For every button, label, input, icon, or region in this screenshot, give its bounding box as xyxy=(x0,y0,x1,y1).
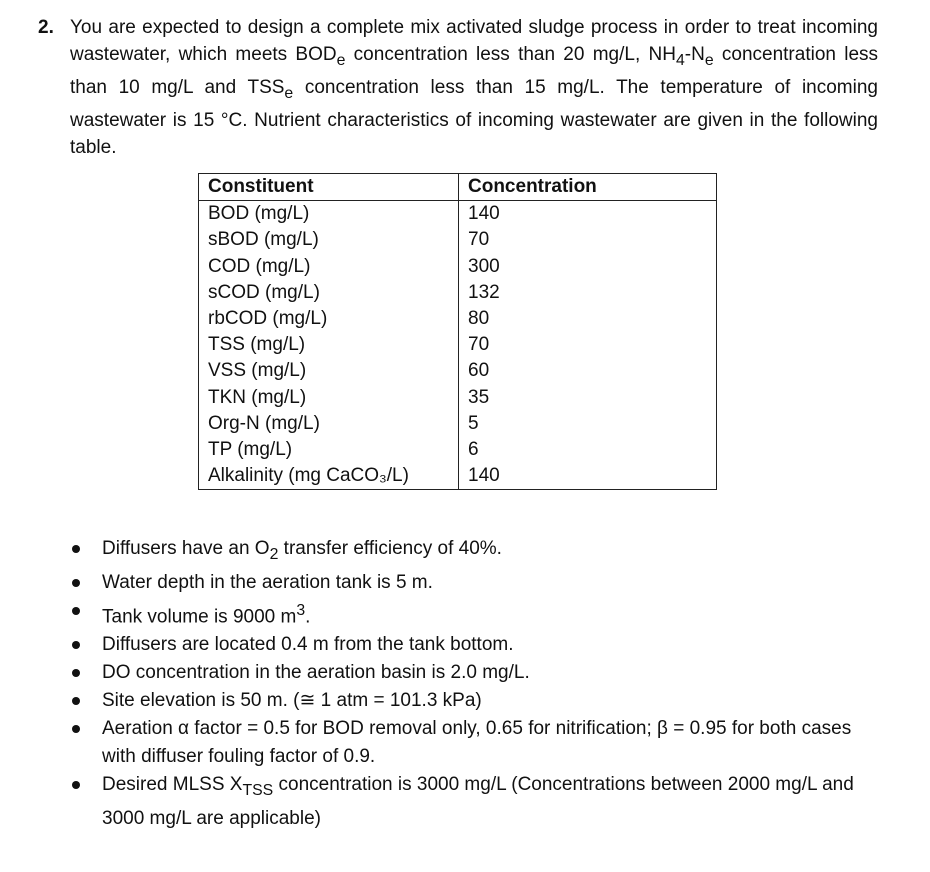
constituent-cell: BOD (mg/L) xyxy=(199,201,459,228)
constituent-cell: COD (mg/L) xyxy=(199,254,459,280)
table-row xyxy=(199,385,717,411)
list-item-text: Diffusers are located 0.4 m from the tank bottom. xyxy=(102,634,514,656)
list-item xyxy=(72,597,862,631)
subscript-2: 2 xyxy=(269,545,279,563)
subscript-e: e xyxy=(336,51,346,69)
constituent-cell: sBOD (mg/L) xyxy=(199,227,459,253)
bullet-icon xyxy=(72,607,80,615)
concentration-cell: 132 xyxy=(459,280,717,306)
constituent-cell: rbCOD (mg/L) xyxy=(199,306,459,332)
bullet-icon xyxy=(72,697,80,705)
list-item xyxy=(72,715,862,771)
table-row xyxy=(199,201,717,228)
subscript-e: e xyxy=(704,51,714,69)
subscript-e: e xyxy=(284,84,294,102)
list-item-text: Tank volume is 9000 m xyxy=(102,606,297,628)
list-item-text: transfer efficiency of 40%. xyxy=(278,538,502,559)
question-text-segment: You are expected to design a complete mix activated sludge process in order to treat incoming wastewater, which meets BOD xyxy=(70,17,878,65)
bullet-icon xyxy=(72,579,80,587)
constituent-cell: Alkalinity (mg CaCO₃/L) xyxy=(199,463,459,490)
constituent-cell: VSS (mg/L) xyxy=(199,358,459,384)
superscript-3: 3 xyxy=(296,601,306,619)
table-header-row xyxy=(199,174,717,201)
table-row xyxy=(199,254,717,280)
concentration-cell: 140 xyxy=(459,463,717,490)
wastewater-characteristics-table xyxy=(198,173,717,490)
table-row xyxy=(199,306,717,332)
question-number: 2. xyxy=(38,17,54,38)
concentration-cell: 70 xyxy=(459,227,717,253)
concentration-cell: 300 xyxy=(459,254,717,280)
table-row xyxy=(199,463,717,490)
list-item-text: . xyxy=(305,606,311,628)
table-row xyxy=(199,332,717,358)
bullet-icon xyxy=(72,725,80,733)
bullet-icon xyxy=(72,545,80,553)
list-item xyxy=(72,569,862,597)
list-item xyxy=(72,631,862,659)
question-block xyxy=(38,14,878,161)
list-item xyxy=(72,535,862,569)
question-text xyxy=(70,14,878,161)
list-item-text: DO concentration in the aeration basin is 2.0 mg/L. xyxy=(102,662,530,684)
concentration-cell: 60 xyxy=(459,358,717,384)
constituent-cell: TKN (mg/L) xyxy=(199,385,459,411)
bullet-icon xyxy=(72,781,80,789)
list-item xyxy=(72,687,862,715)
question-text-segment: -N xyxy=(684,44,705,65)
subscript-tss: TSS xyxy=(242,781,274,799)
table-row xyxy=(199,437,717,463)
list-item xyxy=(72,659,862,687)
list-item-text: Aeration α factor = 0.5 for BOD removal only, 0.65 for nitrification; β = 0.95 for both cases with diffuser fouling factor of 0.9. xyxy=(102,718,852,768)
bullet-icon xyxy=(72,641,80,649)
constituent-cell: TP (mg/L) xyxy=(199,437,459,463)
table-row xyxy=(199,411,717,437)
list-item-text: concentration is 3000 mg/L (Concentrations between 2000 mg/L and 3000 mg/L are applicable) xyxy=(102,774,854,829)
question-text-segment: concentration less than 10 mg/L and TSS xyxy=(70,44,879,98)
concentration-cell: 80 xyxy=(459,306,717,332)
concentration-cell: 6 xyxy=(459,437,717,463)
design-parameters-list xyxy=(72,535,862,833)
concentration-cell: 140 xyxy=(459,201,717,228)
constituent-cell: Org-N (mg/L) xyxy=(199,411,459,437)
table-row xyxy=(199,358,717,384)
table-row xyxy=(199,280,717,306)
question-text-segment: concentration less than 20 mg/L, NH xyxy=(345,44,676,65)
list-item-text: Water depth in the aeration tank is 5 m. xyxy=(102,571,433,593)
table-row xyxy=(199,227,717,253)
list-item-text: Diffusers have an O xyxy=(102,538,270,559)
column-header-concentration: Concentration xyxy=(459,174,717,201)
question-text-segment: concentration less than 15 mg/L. The temperature of incoming wastewater is 15 °C. Nutrient characteristics of incoming wastewater are given in the following table. xyxy=(70,76,878,158)
concentration-cell: 70 xyxy=(459,332,717,358)
subscript-4: 4 xyxy=(675,51,685,69)
constituent-cell: sCOD (mg/L) xyxy=(199,280,459,306)
bullet-icon xyxy=(72,669,80,677)
list-item-text: Site elevation is 50 m. (≅ 1 atm = 101.3 kPa) xyxy=(102,690,482,712)
list-item xyxy=(72,771,862,833)
column-header-constituent: Constituent xyxy=(199,174,459,201)
list-item-text: Desired MLSS X xyxy=(102,774,243,796)
constituent-cell: TSS (mg/L) xyxy=(199,332,459,358)
concentration-cell: 35 xyxy=(459,385,717,411)
concentration-cell: 5 xyxy=(459,411,717,437)
